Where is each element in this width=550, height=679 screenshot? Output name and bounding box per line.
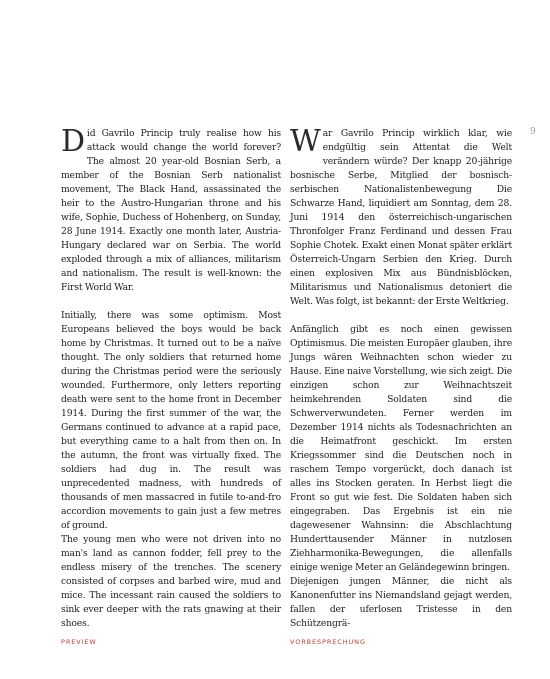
- paragraph-intro-en: [61, 124, 281, 295]
- paragraph-trenches-en: The young men who were not driven into no man's land as cannon fodder, fell prey to the endless misery of the trenches. The scenery consisted of corpses and barbed wire, mud and mice. The incessant rain caused the soldiers to sink ever deeper with the rats gnawing at their shoes.: [61, 534, 281, 629]
- paragraph-optimism-de: Anfänglich gibt es noch einen gewissen Optimismus. Die meisten Europäer glauben, ihre Jungs wären Weihnachten schon wieder zu Hause. Eine naive Vorstellung, wie sich zeigt. Die einzigen schon zur Weihnachtszeit heimkehrenden Soldaten sind die Schwerverwundeten. Ferner werden im Dezember 1914 nichts als Todesnachrichten an die Heimatfront geschickt. Im ersten Kriegssommer sind die Deutschen noch in raschem Tempo vorgerückt, doch danach ist alles ins Stocken geraten. In Herbst liegt die Front so gut wie fest. Die Soldaten haben sich eingegraben. Das Ergebnis ist ein nie dagewesener Wahnsinn: die Abschlachtung Hunderttausender Männer in nutzlosen Ziehharmonika-Bewegungen, die allenfalls einige wenige Meter an Geländegewinn bringen.: [290, 324, 512, 573]
- paragraph-trenches-de: Diejenigen jungen Männer, die nicht als Kanonenfutter ins Niemandsland gejagt werden, fallen der uferlosen Tristesse in den Schützengrä-: [290, 576, 512, 629]
- paragraph-optimism-en: Initially, there was some optimism. Most Europeans believed the boys would be back home by Christmas. It turned out to be a naïve thought. The only soldiers that returned home during the Christmas period were the seriously wounded. Furthermore, only letters reporting death were sent to the home front in December 1914. During the first summer of the war, the Germans continued to advance at a rapid pace, but everything came to a halt from then on. In the autumn, the front was virtually fixed. The soldiers had dug in. The result was unprecedented madness, with hundreds of thousands of men massacred in futile to-and-fro accordion movements to gain just a few metres of ground.: [61, 310, 281, 531]
- footer-label-de: VORBESPRECHUNG: [290, 638, 366, 646]
- paragraph-text: id Gavrilo Princip truly realise how his attack would change the world forever? The almost 20 year-old Bosnian Serb, a member of the Bosnian Serb nationalist movement, The Black Hand, assassinated the heir to the Austro-Hungarian throne and his wife, Sophie, Duchess of Hohenberg, on Sunday, 28 June 1914. Exactly one month later, Austria-Hungary declared war on Serbia. The world exploded through a mix of alliances, militarism and nationalism. The result is well-known: the First World War.: [61, 128, 281, 293]
- paragraph-intro-de: [290, 124, 512, 309]
- paragraph-text: ar Gavrilo Princip wirklich klar, wie endgültig sein Attentat die Welt verändern würde? Der knapp 20-jährige bosnische Serbe, Mitglied der bosnisch-serbischen Nationalistenbewegung Die Schwarze Hand, liquidiert am Sonntag, dem 28. Juni 1914 den österreichisch-ungarischen Thronfolger Franz Ferdinand und dessen Frau Sophie Chotek. Exakt einen Monat später erklärt Österreich-Ungarn Serbien den Krieg. Durch einen explosiven Mix aus Bündnisblöcken, Militarismus und Nationalismus detoniert die Welt. Was folgt, ist bekannt: der Erste Weltkrieg.: [290, 128, 512, 307]
- english-column: [61, 124, 281, 631]
- german-column: [290, 124, 512, 631]
- page-number: 9: [530, 127, 536, 137]
- footer-label-en: PREVIEW: [61, 638, 97, 646]
- drop-cap: W: [290, 124, 321, 159]
- drop-cap: D: [61, 124, 85, 159]
